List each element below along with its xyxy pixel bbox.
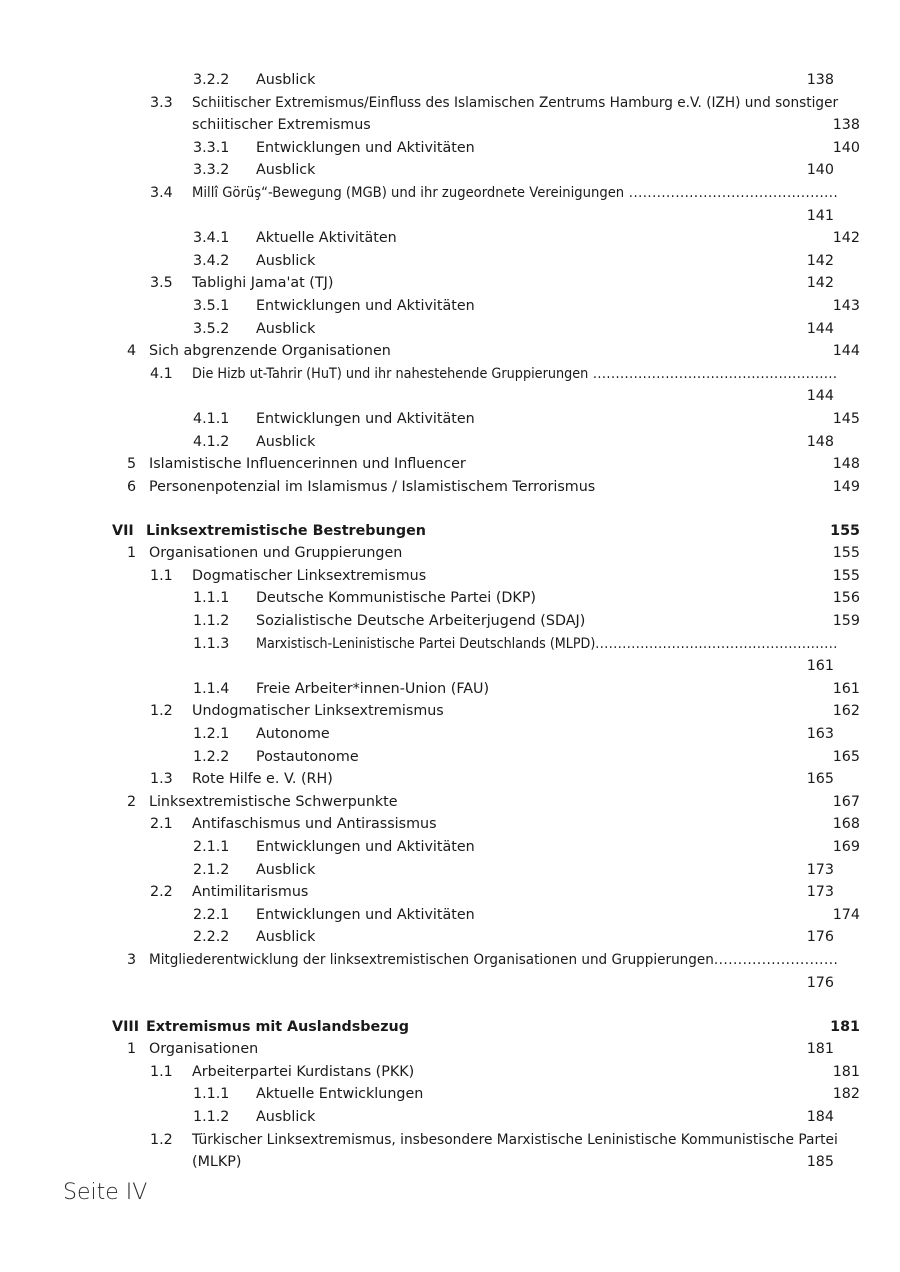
toc-entry-title xyxy=(256,69,315,92)
toc-leader-dots: ...................................................... xyxy=(588,365,838,382)
toc-entry-title xyxy=(256,159,315,182)
toc-entry-title-text: Millî Görüş“-Bewegung (MGB) und ihr zugeordnete Vereinigungen xyxy=(192,184,625,201)
toc-entry-row[interactable] xyxy=(0,408,900,431)
toc-entry-number: 3.3 xyxy=(150,94,173,111)
toc-entry-title xyxy=(146,520,426,543)
toc-page-number: 148 xyxy=(806,433,834,450)
toc-entry-row[interactable] xyxy=(0,633,900,656)
toc-entry-row[interactable] xyxy=(0,655,900,678)
toc-entry-title xyxy=(192,813,437,836)
toc-page-number: 143 xyxy=(832,297,860,314)
toc-leader-dots: ............................................. xyxy=(624,184,839,201)
toc-entry-number: 1 xyxy=(127,1041,137,1058)
toc-entry-title-text: Linksextremistische Schwerpunkte xyxy=(149,793,398,810)
toc-entry-number: 1.1.2 xyxy=(193,613,230,630)
toc-entry-row[interactable] xyxy=(0,272,900,295)
toc-entry-title-text: Schiitischer Extremismus/Einfluss des Islamischen Zentrums Hamburg e.V. (IZH) und sonstiger xyxy=(192,94,839,111)
toc-entry-title xyxy=(256,295,475,318)
toc-entry-title xyxy=(192,114,371,137)
toc-entry-title-text: Ausblick xyxy=(256,162,316,179)
toc-page-number: 181 xyxy=(832,1063,860,1080)
toc-entry-number: 1.1.1 xyxy=(193,590,230,607)
toc-entry-title-text: Ausblick xyxy=(256,252,316,269)
toc-entry-row[interactable] xyxy=(0,363,900,386)
toc-page-number: 156 xyxy=(832,590,860,607)
toc-entry-title-text: Entwicklungen und Aktivitäten xyxy=(256,906,475,923)
toc-page-number: 148 xyxy=(832,456,860,473)
toc-entry-row[interactable] xyxy=(0,250,900,273)
toc-entry-title-text: Organisationen und Gruppierungen xyxy=(149,545,403,562)
toc-entry-title-text: Entwicklungen und Aktivitäten xyxy=(256,139,475,156)
toc-entry-number: 2.2.2 xyxy=(193,929,230,946)
toc-entry-title-text: Marxistisch-Leninistische Partei Deutschlands (MLPD) xyxy=(256,635,596,652)
toc-entry-title xyxy=(192,272,333,295)
toc-entry-row[interactable] xyxy=(0,92,900,115)
toc-page-number: 161 xyxy=(832,680,860,697)
toc-entry-row[interactable] xyxy=(0,791,900,814)
toc-entry-row[interactable] xyxy=(0,836,900,859)
toc-entry-title xyxy=(256,859,315,882)
toc-entry-title xyxy=(256,926,315,949)
toc-entry-title-text: Antimilitarismus xyxy=(192,884,309,901)
toc-entry-row[interactable] xyxy=(0,318,900,341)
toc-entry-title xyxy=(192,768,333,791)
toc-entry-number: 1.1.2 xyxy=(193,1108,230,1125)
toc-entry-title xyxy=(149,949,838,972)
toc-entry-row[interactable] xyxy=(0,114,900,137)
toc-entry-title xyxy=(149,791,398,814)
toc-entry-row[interactable] xyxy=(0,746,900,769)
toc-entry-title xyxy=(192,565,426,588)
toc-entry-title-text: Antifaschismus und Antirassismus xyxy=(192,816,437,833)
toc-entry-row[interactable] xyxy=(0,972,900,995)
toc-entry-title-text: Dogmatischer Linksextremismus xyxy=(192,567,427,584)
toc-entry-title-text: Ausblick xyxy=(256,929,316,946)
section-gap xyxy=(0,498,900,519)
toc-entry-number: 1.1.3 xyxy=(193,635,230,652)
toc-page-number: 182 xyxy=(832,1086,860,1103)
toc-entry-title-text: (MLKP) xyxy=(192,1154,242,1171)
toc-entry-title xyxy=(256,633,838,656)
toc-entry-title-text: Personenpotenzial im Islamismus / Islamistischem Terrorismus xyxy=(149,478,596,495)
toc-entry-number: 2.2 xyxy=(150,884,173,901)
toc-entry-title xyxy=(192,881,308,904)
toc-page-number: 138 xyxy=(806,72,834,88)
toc-entry-row[interactable] xyxy=(0,227,900,250)
toc-entry-title-text: Extremismus mit Auslandsbezug xyxy=(146,1018,409,1035)
toc-entry-number: 1.2 xyxy=(150,1131,173,1148)
toc-entry-row[interactable] xyxy=(0,1061,900,1084)
toc-entry-row[interactable] xyxy=(0,542,900,565)
toc-entry-row[interactable] xyxy=(0,340,900,363)
toc-entry-row[interactable] xyxy=(0,768,900,791)
toc-entry-number: 1.1 xyxy=(150,1063,173,1080)
toc-entry-number: 3.3.2 xyxy=(193,162,230,179)
toc-page-number: 155 xyxy=(832,567,860,584)
toc-entry-number: 1.2 xyxy=(150,703,173,720)
toc-entry-number: 3.4.1 xyxy=(193,230,230,247)
toc-entry-row[interactable] xyxy=(0,1106,900,1129)
toc-entry-title xyxy=(256,227,397,250)
toc-page-number: 176 xyxy=(806,974,834,991)
toc-entry-number: 3.2.2 xyxy=(193,72,230,88)
toc-entry-row[interactable] xyxy=(0,205,900,228)
toc-entry-number: 1.3 xyxy=(150,771,173,788)
toc-entry-row[interactable] xyxy=(0,565,900,588)
toc-entry-number: 3.4.2 xyxy=(193,252,230,269)
toc-entry-number: 1.1 xyxy=(150,567,173,584)
toc-entry-title-text: Linksextremistische Bestrebungen xyxy=(146,522,426,539)
toc-page-number: 181 xyxy=(806,1041,834,1058)
toc-entry-row[interactable] xyxy=(0,610,900,633)
toc-page-number: 144 xyxy=(832,343,860,360)
toc-entry-title xyxy=(149,476,595,499)
toc-page-number: 142 xyxy=(832,230,860,247)
toc-entry-title-text: schiitischer Extremismus xyxy=(192,117,371,134)
toc-entry-title xyxy=(149,1038,258,1061)
toc-entry-row[interactable] xyxy=(0,453,900,476)
toc-entry-number: 1.1.4 xyxy=(193,680,230,697)
toc-entry-number: 3.5 xyxy=(150,275,173,292)
toc-entry-title-text: Deutsche Kommunistische Partei (DKP) xyxy=(256,590,536,607)
toc-entry-number: 2.2.1 xyxy=(193,906,230,923)
toc-entry-row[interactable] xyxy=(0,926,900,949)
toc-entry-number: 3 xyxy=(127,951,137,968)
toc-page-number: 161 xyxy=(806,658,834,675)
toc-entry-number: 2.1.1 xyxy=(193,838,230,855)
toc-entry-title-text: Organisationen xyxy=(149,1041,259,1058)
toc-page-number: 168 xyxy=(832,816,860,833)
toc-page-number: 184 xyxy=(806,1108,834,1125)
toc-page-number: 144 xyxy=(806,388,834,405)
toc-page-number: 163 xyxy=(806,726,834,743)
toc-entry-row[interactable] xyxy=(0,859,900,882)
toc-entry-title xyxy=(256,836,475,859)
toc-chapter-row[interactable] xyxy=(0,1016,900,1039)
toc-entry-title xyxy=(256,678,489,701)
toc-page-number: 169 xyxy=(832,838,860,855)
toc-entry-title-text: Sozialistische Deutsche Arbeiterjugend (SDAJ) xyxy=(256,613,586,630)
toc-entry-row[interactable] xyxy=(0,182,900,205)
toc-entry-title xyxy=(192,363,837,386)
toc-entry-title-text: Sich abgrenzende Organisationen xyxy=(149,343,391,360)
toc-entry-row[interactable] xyxy=(0,700,900,723)
toc-entry-row[interactable] xyxy=(0,159,900,182)
toc-entry-number: 4 xyxy=(127,343,137,360)
toc-page-number: 145 xyxy=(832,410,860,427)
toc-page-number: 173 xyxy=(806,884,834,901)
toc-entry-number: 1.2.1 xyxy=(193,726,230,743)
toc-entry-title xyxy=(192,92,838,115)
toc-leader-dots: ...................................................... xyxy=(595,635,838,652)
toc-entry-number: 1.1.1 xyxy=(193,1086,230,1103)
toc-entry-row[interactable] xyxy=(0,295,900,318)
toc-entry-title xyxy=(149,340,391,363)
toc-entry-row[interactable] xyxy=(0,1083,900,1106)
toc-entry-title xyxy=(256,723,330,746)
toc-page-number: 165 xyxy=(806,771,834,788)
toc-entry-title-text: Mitgliederentwicklung der linksextremistischen Organisationen und Gruppierungen xyxy=(149,951,714,968)
toc-entry-title xyxy=(256,250,315,273)
toc-entry-number: 3.5.1 xyxy=(193,297,230,314)
toc-entry-title-text: Arbeiterpartei Kurdistans (PKK) xyxy=(192,1063,415,1080)
toc-entry-title-text: Autonome xyxy=(256,726,330,743)
toc-entry-title-text: Islamistische Influencerinnen und Influencer xyxy=(149,456,466,473)
toc-page-number: 144 xyxy=(806,320,834,337)
toc-page-number: 138 xyxy=(832,117,860,134)
toc-entry-number: 4.1.1 xyxy=(193,410,230,427)
toc-entry-title-text: Ausblick xyxy=(256,1108,316,1125)
toc-entry-row[interactable] xyxy=(0,1129,900,1152)
toc-entry-title-text: Entwicklungen und Aktivitäten xyxy=(256,838,475,855)
page-footer-label: Seite IV xyxy=(63,1180,148,1205)
toc-leader-dots: .......................... xyxy=(713,951,839,968)
toc-entry-row[interactable] xyxy=(0,949,900,972)
toc-entry-title xyxy=(256,587,536,610)
toc-entry-row[interactable] xyxy=(0,137,900,160)
toc-entry-row[interactable] xyxy=(0,431,900,454)
toc-entry-row[interactable] xyxy=(0,904,900,927)
toc-entry-number: 2 xyxy=(127,793,137,810)
toc-entry-row[interactable] xyxy=(0,69,900,92)
toc-page-number: 155 xyxy=(830,522,860,539)
toc-page-number: 142 xyxy=(806,252,834,269)
toc-page-number: 174 xyxy=(832,906,860,923)
toc-entry-number: 2.1 xyxy=(150,816,173,833)
toc-entry-title xyxy=(149,542,402,565)
toc-entry-title-text: Aktuelle Aktivitäten xyxy=(256,230,397,247)
toc-entry-title-text: Entwicklungen und Aktivitäten xyxy=(256,410,475,427)
toc-entry-title-text: Undogmatischer Linksextremismus xyxy=(192,703,444,720)
toc-entry-number: VIII xyxy=(112,1018,140,1035)
toc-entry-title-text: Türkischer Linksextremismus, insbesondere Marxistische Leninistische Kommunistische Partei xyxy=(192,1131,838,1148)
section-gap xyxy=(0,994,900,1015)
toc-page-number: 181 xyxy=(830,1018,860,1035)
toc-page-number: 155 xyxy=(832,545,860,562)
toc-entry-row[interactable] xyxy=(0,881,900,904)
toc-entry-row[interactable] xyxy=(0,385,900,408)
toc-entry-title-text: Ausblick xyxy=(256,433,316,450)
toc-entry-title xyxy=(192,1151,241,1174)
toc-entry-row[interactable] xyxy=(0,813,900,836)
toc-entry-number: 2.1.2 xyxy=(193,861,230,878)
toc-entry-title xyxy=(192,1061,414,1084)
table-of-contents xyxy=(0,69,900,1174)
toc-entry-title xyxy=(149,453,466,476)
toc-page-number: 165 xyxy=(832,748,860,765)
toc-entry-title xyxy=(256,1106,315,1129)
toc-entry-number: 4.1.2 xyxy=(193,433,230,450)
toc-entry-row[interactable] xyxy=(0,678,900,701)
toc-entry-row[interactable] xyxy=(0,476,900,499)
toc-entry-title-text: Entwicklungen und Aktivitäten xyxy=(256,297,475,314)
toc-entry-title-text: Ausblick xyxy=(256,320,316,337)
toc-entry-title-text: Aktuelle Entwicklungen xyxy=(256,1086,424,1103)
toc-page-number: 173 xyxy=(806,861,834,878)
toc-entry-title xyxy=(256,610,585,633)
toc-entry-row[interactable] xyxy=(0,587,900,610)
toc-page-number: 185 xyxy=(806,1154,834,1171)
toc-entry-title-text: Ausblick xyxy=(256,861,316,878)
toc-entry-title xyxy=(256,904,475,927)
toc-chapter-row[interactable] xyxy=(0,520,900,543)
toc-entry-title xyxy=(192,1129,838,1152)
toc-entry-number: 5 xyxy=(127,456,137,473)
toc-entry-number: 3.5.2 xyxy=(193,320,230,337)
toc-entry-title-text: Tablighi Jama'at (TJ) xyxy=(192,275,334,292)
toc-entry-row[interactable] xyxy=(0,1151,900,1174)
toc-entry-number: 4.1 xyxy=(150,365,173,382)
toc-entry-row[interactable] xyxy=(0,1038,900,1061)
toc-page-number: 149 xyxy=(832,478,860,495)
toc-entry-number: VII xyxy=(112,522,134,539)
toc-page-number: 159 xyxy=(832,613,860,630)
toc-entry-number: 1.2.2 xyxy=(193,748,230,765)
toc-page-number: 176 xyxy=(806,929,834,946)
toc-entry-title-text: Rote Hilfe e. V. (RH) xyxy=(192,771,333,788)
toc-page-number: 141 xyxy=(806,207,834,224)
toc-entry-title-text: Die Hizb ut-Tahrir (HuT) und ihr nahestehende Gruppierungen xyxy=(192,365,589,382)
toc-entry-row[interactable] xyxy=(0,723,900,746)
toc-entry-number: 6 xyxy=(127,478,137,495)
toc-entry-number: 3.4 xyxy=(150,184,173,201)
toc-entry-title xyxy=(256,137,475,160)
toc-entry-title xyxy=(146,1016,409,1039)
toc-page-number: 140 xyxy=(806,162,834,179)
toc-entry-title-text: Postautonome xyxy=(256,748,359,765)
toc-entry-title xyxy=(256,408,475,431)
toc-entry-title xyxy=(256,746,359,769)
toc-entry-title xyxy=(256,318,315,341)
toc-entry-title-text: Ausblick xyxy=(256,72,316,88)
toc-page-number: 167 xyxy=(832,793,860,810)
toc-entry-number: 1 xyxy=(127,545,137,562)
toc-entry-number: 3.3.1 xyxy=(193,139,230,156)
toc-page-number: 142 xyxy=(806,275,834,292)
toc-page-number: 140 xyxy=(832,139,860,156)
toc-entry-title xyxy=(192,700,444,723)
toc-entry-title xyxy=(256,1083,423,1106)
toc-page-number: 162 xyxy=(832,703,860,720)
toc-entry-title xyxy=(192,182,838,205)
toc-entry-title-text: Freie Arbeiter*innen-Union (FAU) xyxy=(256,680,490,697)
toc-entry-title xyxy=(256,431,315,454)
